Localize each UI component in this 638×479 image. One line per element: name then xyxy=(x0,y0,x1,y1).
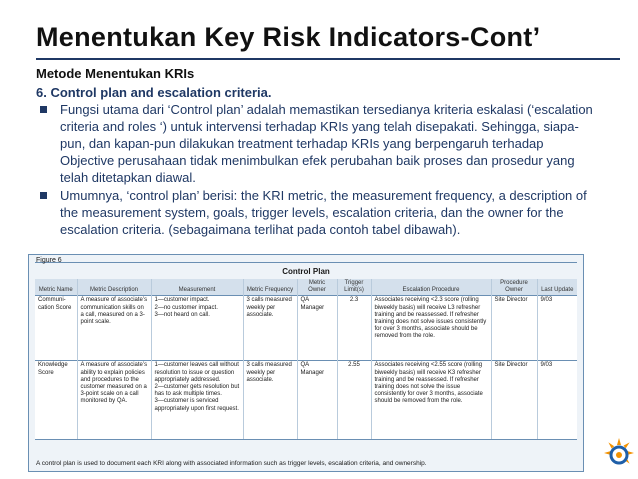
column-header: Escalation Procedure xyxy=(371,279,491,296)
column-header: Last Update xyxy=(537,279,577,296)
table-cell: 9/03 xyxy=(537,296,577,361)
table-cell: A measure of associate’s ability to explain policies and procedures to the customer measured on a 3-point scale on a call monitored by QA. xyxy=(77,361,151,440)
control-plan-figure xyxy=(28,254,584,472)
slide-subtitle: Metode Menentukan KRIs xyxy=(36,66,195,81)
bullet-text: Umumnya, ‘control plan’ berisi: the KRI metric, the measurement frequency, a description of the measurement system, goals, trigger levels, escalation criteria, dan the owner for the escalation criteria. (sebagaimana terlihat pada contoh tabel dibawah). xyxy=(60,188,587,237)
bullet-text: Fungsi utama dari ‘Control plan’ adalah memastikan tersedianya kriteria eskalasi (‘escalation criteria and roles ‘) untuk intervensi terhadap KRIs yang telah disepakati. Sehingga, siapa-pun, dan kapan-pun dilakukan treatment terhadap KRIs yang berpengaruh terhadap Objective perusahaan tidak menimbulkan efek perubahan baik proses dan prosedur yang telah ditetapkan diawal. xyxy=(60,102,593,185)
table-cell: 1—customer leaves call without resolution to issue or question appropriately addressed. 2—customer gets resolution but has to ask multiple times. 3—customer is serviced appropriately upon first request. xyxy=(151,361,243,440)
bullet-list xyxy=(36,101,596,239)
column-header: Procedure Owner xyxy=(491,279,537,296)
bullet-item xyxy=(36,101,596,186)
section-heading: 6. Control plan and escalation criteria. xyxy=(36,85,272,100)
column-header: Metric Name xyxy=(35,279,77,296)
column-header: Metric Owner xyxy=(297,279,337,296)
table-cell: Associates receiving <2.3 score (rolling biweekly basis) will receive L3 refresher training and be reassessed. If refresher training does not solve issues consistently for over 3 months, associate should be removed from the role. xyxy=(371,296,491,361)
table-cell: A measure of associate’s communication skills on a call, measured on a 3-point scale. xyxy=(77,296,151,361)
table-cell: Knowledge Score xyxy=(35,361,77,440)
table-cell: Associates receiving <2.55 score (rolling biweekly basis) will receive K3 refresher training and be reassessed. If refresher training does not solve the issue consistently for over 3 months, associate should be removed from the role. xyxy=(371,361,491,440)
column-header: Trigger Limit(s) xyxy=(337,279,371,296)
square-bullet-icon xyxy=(40,192,47,199)
column-header: Measurement xyxy=(151,279,243,296)
column-header: Metric Description xyxy=(77,279,151,296)
column-header: Metric Frequency xyxy=(243,279,297,296)
sunburst-logo-icon xyxy=(602,436,636,470)
table-row xyxy=(35,296,577,361)
table-cell: 2.55 xyxy=(337,361,371,440)
table-cell: 9/03 xyxy=(537,361,577,440)
square-bullet-icon xyxy=(40,106,47,113)
table-cell: 3 calls measured weekly per associate. xyxy=(243,361,297,440)
figure-title: Control Plan xyxy=(282,267,330,276)
table-cell: Communi-cation Score xyxy=(35,296,77,361)
table-cell: 1—customer impact. 2—no customer impact. 3—not heard on call. xyxy=(151,296,243,361)
figure-top-rule xyxy=(35,262,577,263)
table-row xyxy=(35,361,577,440)
table-cell: QA Manager xyxy=(297,361,337,440)
table-cell: Site Director xyxy=(491,361,537,440)
table-cell: Site Director xyxy=(491,296,537,361)
table-cell: QA Manager xyxy=(297,296,337,361)
bullet-item xyxy=(36,187,596,238)
figure-caption: A control plan is used to document each KRI along with associated information such as trigger levels, escalation criteria, and ownership. xyxy=(36,460,427,467)
title-divider xyxy=(36,58,620,60)
slide-title: Menentukan Key Risk Indicators-Cont’ xyxy=(36,22,541,52)
table-header-row xyxy=(35,279,577,296)
figure-label: Figure 6 xyxy=(36,257,62,264)
table-cell: 2.3 xyxy=(337,296,371,361)
control-plan-table xyxy=(35,279,577,440)
table-cell: 3 calls measured weekly per associate. xyxy=(243,296,297,361)
